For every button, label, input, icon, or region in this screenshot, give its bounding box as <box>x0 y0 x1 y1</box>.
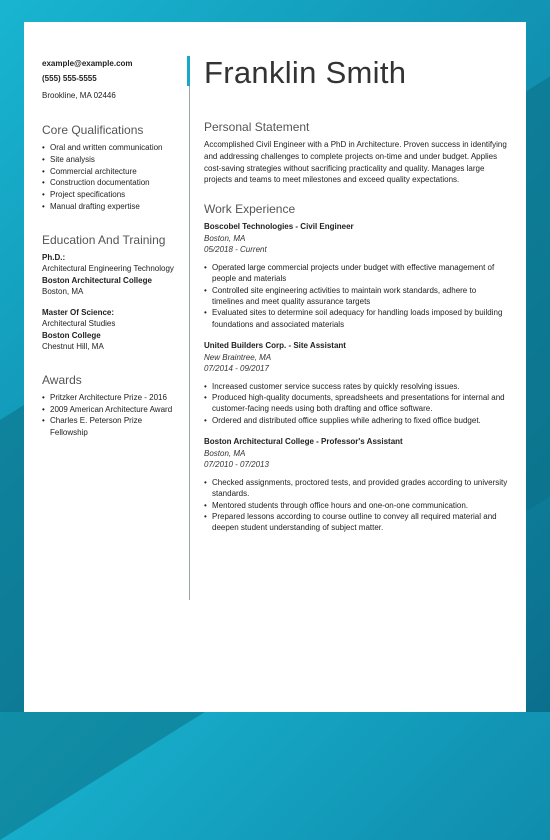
list-item: • Produced high-quality documents, spreadsheets and presentations for internal and customer-facing needs using both drafting and office software. <box>204 392 509 415</box>
contact-phone: (555) 555-5555 <box>42 74 97 83</box>
awards-list <box>42 392 182 439</box>
education-location: Chestnut Hill, MA <box>42 342 104 352</box>
list-item: • Manual drafting expertise <box>42 201 182 213</box>
candidate-name: Franklin Smith <box>204 55 407 90</box>
education-degree: Ph.D.: <box>42 252 66 262</box>
list-item: • Controlled site engineering activities to maintain work standards, adhere to timelines and meet quality assurance targets <box>204 285 509 308</box>
job-dates: 07/2010 - 07/2013 <box>204 460 269 470</box>
list-item: • Evaluated sites to determine soil adequacy for handling loads imposed by building foundations and associated materials <box>204 307 509 330</box>
right-column <box>204 54 509 544</box>
list-item: • Construction documentation <box>42 177 182 189</box>
contact-email: example@example.com <box>42 59 133 68</box>
resume-page <box>24 22 526 712</box>
education-title: Education And Training <box>42 232 166 247</box>
job-bullets <box>204 381 509 427</box>
personal-statement-title: Personal Statement <box>204 120 310 134</box>
column-divider <box>189 57 190 600</box>
contact-location: Brookline, MA 02446 <box>42 91 116 100</box>
left-column <box>42 56 182 439</box>
education-entry <box>42 252 182 298</box>
name-accent-bar <box>187 56 190 86</box>
education-degree: Master Of Science: <box>42 307 115 317</box>
work-experience-title: Work Experience <box>204 202 296 217</box>
list-item: • Oral and written communication <box>42 142 182 154</box>
list-item: • Prepared lessons according to course outline to convey all required material and deepen student understanding of subject matter. <box>204 511 509 534</box>
education-school: Boston College <box>42 330 101 340</box>
list-item: • Operated large commercial projects under budget with effective management of people and materials <box>204 262 509 285</box>
list-item: • Site analysis <box>42 154 182 166</box>
list-item: • Pritzker Architecture Prize - 2016 <box>42 392 182 404</box>
list-item: • Ordered and distributed office supplies while adhering to fixed office budget. <box>204 415 509 426</box>
job-bullets <box>204 262 509 330</box>
job-entry <box>204 436 509 534</box>
education-entry <box>42 307 182 353</box>
list-item: • Charles E. Peterson Prize Fellowship <box>42 415 182 439</box>
job-title: Boston Architectural College - Professor's Assistant <box>204 437 403 447</box>
education-field: Architectural Engineering Technology <box>42 264 174 274</box>
list-item: • Project specifications <box>42 189 182 201</box>
job-entry <box>204 221 509 330</box>
education-school: Boston Architectural College <box>42 275 152 285</box>
awards-title: Awards <box>42 372 82 387</box>
list-item: • Checked assignments, proctored tests, and provided grades according to university standards. <box>204 477 509 500</box>
job-dates: 05/2018 - Current <box>204 245 267 255</box>
job-dates: 07/2014 - 09/2017 <box>204 364 269 374</box>
core-qualifications-list <box>42 142 182 213</box>
core-qualifications-title: Core Qualifications <box>42 123 144 137</box>
job-bullets <box>204 477 509 534</box>
job-location: New Braintree, MA <box>204 352 272 362</box>
list-item: • Commercial architecture <box>42 166 182 178</box>
job-title: United Builders Corp. - Site Assistant <box>204 341 346 351</box>
personal-statement-text: Accomplished Civil Engineer with a PhD in Architecture. Proven success in identifying and addressing challenges to complete projects on-time and under budget. Applies cost-saving strategies without sacrificing practicality and quality. Manages large projects and teams to meet milestones and exceed quality expectations. <box>204 140 507 185</box>
job-entry <box>204 340 509 426</box>
job-title: Boscobel Technologies - Civil Engineer <box>204 222 354 232</box>
list-item: • Increased customer service success rates by quickly resolving issues. <box>204 381 509 392</box>
list-item: • 2009 American Architecture Award <box>42 404 182 416</box>
job-location: Boston, MA <box>204 233 246 243</box>
list-item: • Mentored students through office hours and one-on-one communication. <box>204 500 509 511</box>
education-field: Architectural Studies <box>42 319 116 329</box>
job-location: Boston, MA <box>204 448 246 458</box>
education-location: Boston, MA <box>42 287 84 297</box>
